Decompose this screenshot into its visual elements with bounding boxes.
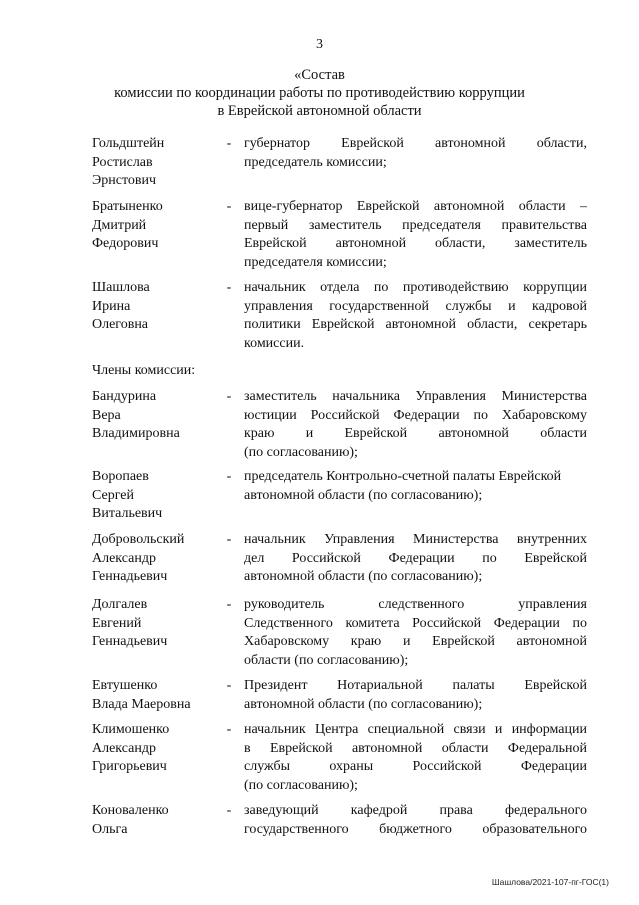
- member-position: заведующий кафедрой права федерального государственного бюджетного образовательного: [244, 803, 587, 837]
- document-code: Шашлова/2021-107-пг-ГОС(1): [491, 877, 609, 887]
- dash-separator: -: [226, 136, 232, 151]
- member-position: начальник отдела по противодействию коррупции управления государственной службы и кадровой политики Еврейской автономной области, секретарь комиссии.: [244, 280, 587, 351]
- dash-separator: -: [226, 803, 232, 818]
- member-position: руководитель следственного управления Следственного комитета Российской Федерации по Хабаровскому краю и Еврейской автономной области (по согласованию);: [244, 597, 587, 668]
- member-name: Евтушенко Влада Маеровна: [92, 678, 191, 712]
- dash-separator: -: [226, 678, 232, 693]
- member-name: Долгалев Евгений Геннадьевич: [92, 597, 168, 649]
- member-name: Гольдштейн Ростислав Эрнстович: [92, 136, 165, 188]
- document-title: [0, 66, 639, 120]
- member-position: Президент Нотариальной палаты Еврейской автономной области (по согласованию);: [244, 678, 587, 712]
- members-section-label: Члены комиссии:: [92, 363, 196, 378]
- member-position: заместитель начальника Управления Министерства юстиции Российской Федерации по Хабаровскому краю и Еврейской автономной области (по согласованию);: [244, 389, 587, 460]
- title-line-3: в Еврейской автономной области: [217, 103, 422, 119]
- member-position: губернатор Еврейской автономной области, председатель комиссии;: [244, 136, 587, 170]
- page-number: 3: [316, 37, 323, 52]
- dash-separator: -: [226, 280, 232, 295]
- member-position: председатель Контрольно-счетной палаты Еврейской автономной области (по согласованию);: [244, 469, 562, 503]
- member-position: начальник Центра специальной связи и информации в Еврейской автономной области Федеральной службы охраны Российской Федерации (по согласованию);: [244, 722, 587, 793]
- dash-separator: -: [226, 722, 232, 737]
- dash-separator: -: [226, 532, 232, 547]
- member-name: Климошенко Александр Григорьевич: [92, 722, 170, 774]
- member-name: Добровольский Александр Геннадьевич: [92, 532, 185, 584]
- dash-separator: -: [226, 389, 232, 404]
- dash-separator: -: [226, 469, 232, 484]
- dash-separator: -: [226, 199, 232, 214]
- member-name: Братыненко Дмитрий Федорович: [92, 199, 163, 251]
- title-line-1: «Состав: [294, 67, 345, 83]
- member-name: Бандурина Вера Владимировна: [92, 389, 180, 441]
- dash-separator: -: [226, 597, 232, 612]
- member-position: начальник Управления Министерства внутренних дел Российской Федерации по Еврейской автономной области (по согласованию);: [244, 532, 587, 584]
- member-name: Воропаев Сергей Витальевич: [92, 469, 163, 521]
- title-line-2: комиссии по координации работы по противодействию коррупции: [114, 85, 525, 101]
- member-name: Шашлова Ирина Олеговна: [92, 280, 150, 332]
- member-name: Коноваленко Ольга: [92, 803, 169, 837]
- member-position: вице-губернатор Еврейской автономной области – первый заместитель председателя правительства Еврейской автономной области, заместитель председателя комиссии;: [244, 199, 587, 270]
